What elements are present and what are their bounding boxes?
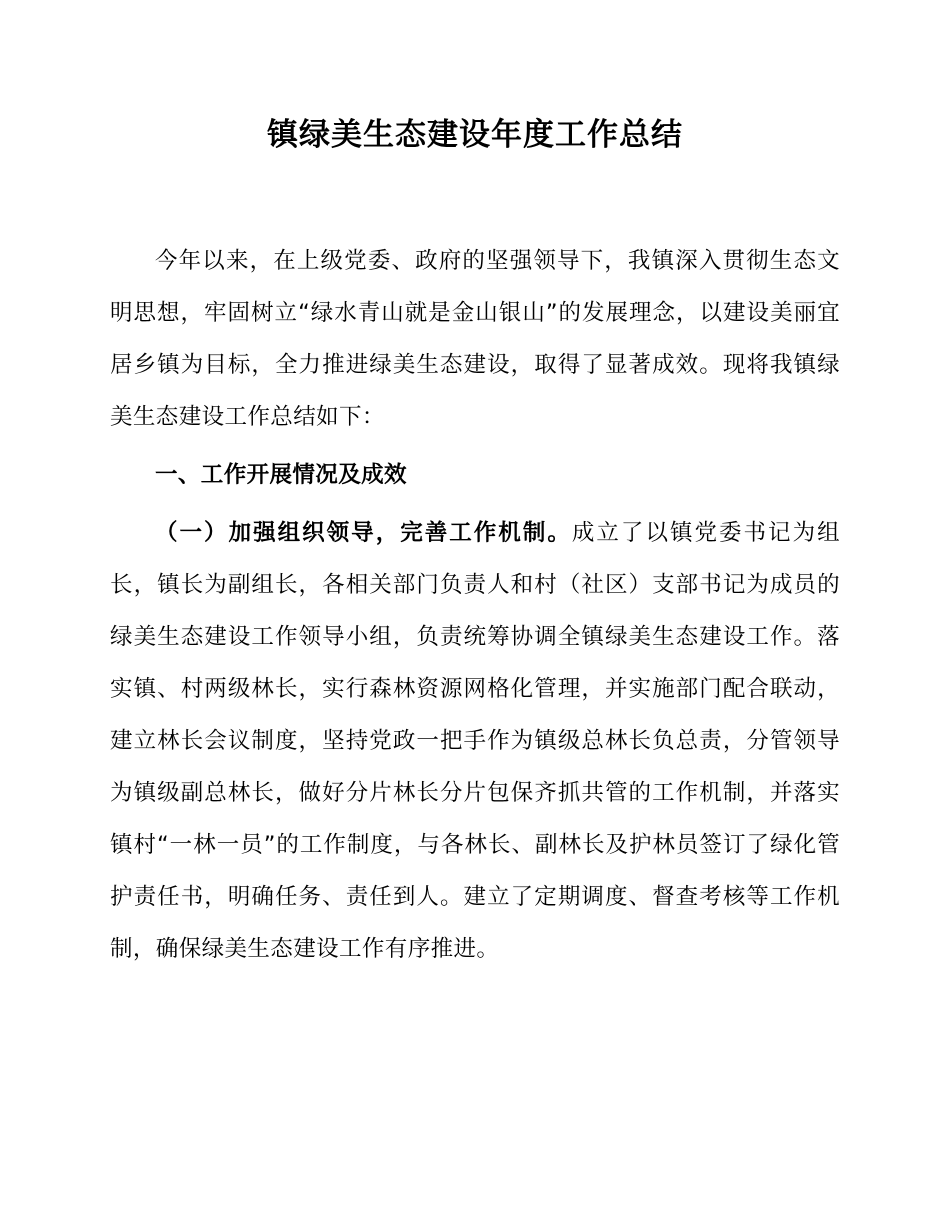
subsection-one-lead: （一）加强组织领导，完善工作机制。 xyxy=(155,520,572,547)
subsection-one-text: 成立了以镇党委书记为组长，镇长为副组长，各相关部门负责人和村（社区）支部书记为成员的绿美生态建设工作领导小组，负责统筹协调全镇绿美生态建设工作。落实镇、村两级林长，实行森林资源网格化管理，并实施部门配合联动，建立林长会议制度，坚持党政一把手作为镇级总林长负总责，分管领导为镇级副总林长，做好分片林长分片包保齐抓共管的工作机制，并落实镇村“一林一员”的工作制度，与各林长、副林长及护林员签订了绿化管护责任书，明确任务、责任到人。建立了定期调度、督查考核等工作机制，确保绿美生态建设工作有序推进。 xyxy=(110,520,840,963)
page-title: 镇绿美生态建设年度工作总结 xyxy=(267,117,683,153)
subsection-one-paragraph xyxy=(110,507,840,975)
section-heading-one: 一、工作开展情况及成效 xyxy=(155,462,407,489)
title-spacer xyxy=(110,157,840,235)
intro-paragraph: 今年以来，在上级党委、政府的坚强领导下，我镇深入贯彻生态文明思想，牢固树立“绿水青山就是金山银山”的发展理念，以建设美丽宜居乡镇为目标，全力推进绿美生态建设，取得了显著成效。现将我镇绿美生态建设工作总结如下： xyxy=(110,248,840,431)
